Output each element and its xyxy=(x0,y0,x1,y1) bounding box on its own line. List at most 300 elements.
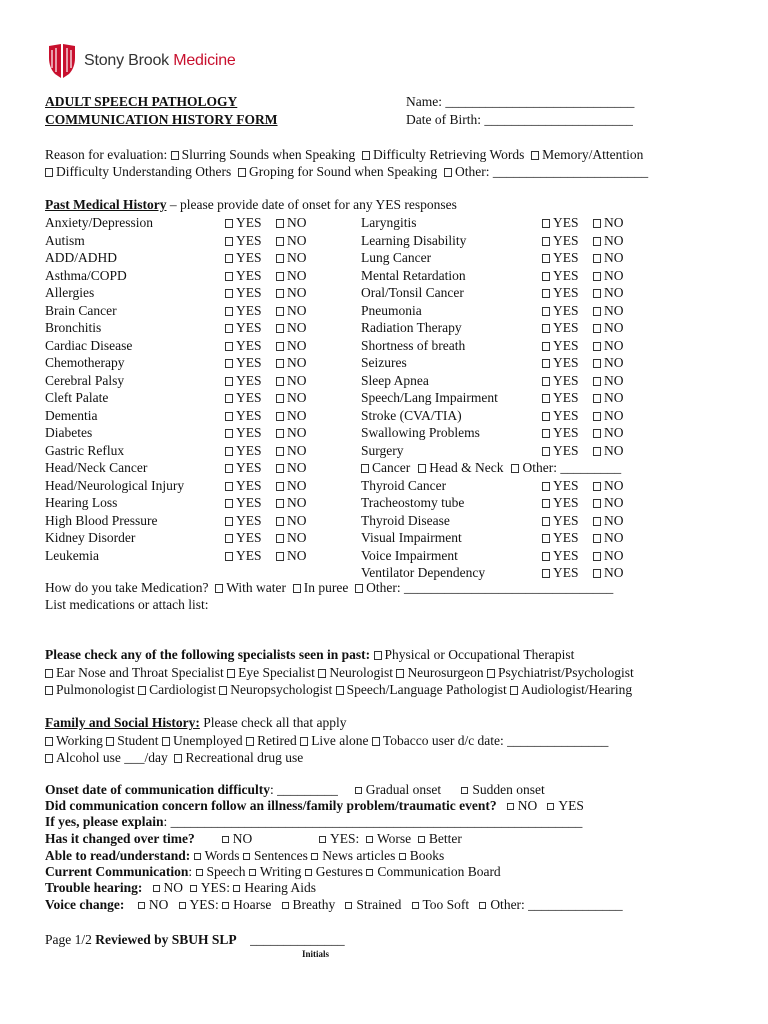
checkbox-icon[interactable] xyxy=(225,394,233,403)
checkbox-icon[interactable] xyxy=(225,552,233,561)
no-option[interactable] xyxy=(593,389,624,406)
checkbox-icon[interactable] xyxy=(225,412,233,421)
checkbox-icon[interactable] xyxy=(336,686,344,695)
no-option[interactable] xyxy=(593,477,624,494)
reason-option[interactable]: Memory/Attention xyxy=(531,147,643,162)
checkbox-icon[interactable] xyxy=(276,254,284,263)
specialist-option[interactable]: Eye Specialist xyxy=(227,665,315,680)
yes-option[interactable] xyxy=(542,214,579,231)
no-option[interactable] xyxy=(593,442,624,459)
voice-option[interactable]: Other: ______________ xyxy=(479,897,622,912)
pmh-heading-title: Past Medical History xyxy=(45,197,167,212)
checkbox-icon[interactable] xyxy=(593,254,601,263)
checkbox-icon[interactable] xyxy=(171,151,179,160)
specialist-option[interactable]: Neurologist xyxy=(318,665,393,680)
no-option[interactable] xyxy=(593,319,624,336)
no-option[interactable] xyxy=(593,494,624,511)
condition-label: Cleft Palate xyxy=(45,390,109,405)
no-option[interactable] xyxy=(276,302,307,319)
checkbox-icon[interactable] xyxy=(276,342,284,351)
checkbox-icon[interactable] xyxy=(396,669,404,678)
checkbox-icon[interactable] xyxy=(138,902,145,909)
no-option[interactable] xyxy=(593,407,624,424)
checkbox-icon[interactable] xyxy=(215,584,223,593)
yes-option[interactable] xyxy=(225,302,262,319)
yes-option[interactable] xyxy=(542,284,579,301)
checkbox-icon[interactable] xyxy=(190,885,197,892)
no-option[interactable] xyxy=(276,494,307,511)
no-option[interactable] xyxy=(593,372,624,389)
checkbox-icon[interactable] xyxy=(542,324,550,333)
checkbox-icon[interactable] xyxy=(225,254,233,263)
checkbox-icon[interactable] xyxy=(45,168,53,177)
checkbox-icon[interactable] xyxy=(593,324,601,333)
yes-option[interactable] xyxy=(225,477,262,494)
no-option[interactable] xyxy=(276,547,307,564)
specialist-option[interactable]: Psychiatrist/Psychologist xyxy=(487,665,634,680)
no-label: NO xyxy=(287,285,307,300)
pmh-row xyxy=(361,214,417,231)
checkbox-icon[interactable] xyxy=(311,853,318,860)
reason-option[interactable]: Difficulty Retrieving Words xyxy=(362,147,524,162)
checkbox-icon[interactable] xyxy=(593,237,601,246)
no-option[interactable] xyxy=(276,512,307,529)
specialist-option[interactable]: Cardiologist xyxy=(138,682,216,697)
explain-blank[interactable]: : _____________________________________________________________ xyxy=(163,814,583,829)
yes-option[interactable] xyxy=(542,477,579,494)
no-option[interactable] xyxy=(593,267,624,284)
checkbox-icon[interactable] xyxy=(276,324,284,333)
specialist-option[interactable]: Ear Nose and Throat Specialist xyxy=(45,665,224,680)
yes-option[interactable] xyxy=(225,512,262,529)
name-field[interactable]: Name: ____________________________ xyxy=(406,94,635,109)
no-option[interactable] xyxy=(276,319,307,336)
read-option[interactable]: Books xyxy=(399,848,445,863)
checkbox-icon[interactable] xyxy=(593,307,601,316)
checkbox-icon[interactable] xyxy=(345,902,352,909)
no-label: NO xyxy=(287,407,307,423)
voice-option[interactable]: Hoarse xyxy=(222,897,271,912)
checkbox-icon[interactable] xyxy=(179,902,186,909)
checkbox-icon[interactable] xyxy=(593,342,601,351)
no-option[interactable] xyxy=(593,424,624,441)
checkbox-icon[interactable] xyxy=(531,151,539,160)
yes-option[interactable] xyxy=(225,407,262,424)
checkbox-icon[interactable] xyxy=(593,552,601,561)
checkbox-icon[interactable] xyxy=(225,359,233,368)
family-option[interactable]: Alcohol use ___/day xyxy=(45,750,168,765)
no-option[interactable] xyxy=(593,302,624,319)
checkbox-icon[interactable] xyxy=(542,237,550,246)
checkbox-icon[interactable] xyxy=(276,359,284,368)
yes-option[interactable] xyxy=(225,442,262,459)
yes-option[interactable] xyxy=(225,389,262,406)
checkbox-icon[interactable] xyxy=(593,482,601,491)
checkbox-icon[interactable] xyxy=(225,499,233,508)
no-option[interactable] xyxy=(276,529,307,546)
checkbox-icon[interactable] xyxy=(276,307,284,316)
voice-option[interactable]: Strained xyxy=(345,897,401,912)
family-option[interactable]: Student xyxy=(106,733,158,748)
yes-option[interactable] xyxy=(225,214,262,231)
medication-option[interactable]: Other: _______________________________ xyxy=(355,580,613,595)
no-option[interactable] xyxy=(276,337,307,354)
checkbox-icon[interactable] xyxy=(461,787,468,794)
onset-option[interactable]: Gradual onset xyxy=(355,782,441,797)
family-option[interactable]: Recreational drug use xyxy=(174,750,303,765)
checkbox-icon[interactable] xyxy=(361,464,369,473)
no-option[interactable] xyxy=(276,477,307,494)
checkbox-icon[interactable] xyxy=(276,237,284,246)
checkbox-icon[interactable] xyxy=(593,394,601,403)
no-option[interactable] xyxy=(593,214,624,231)
medication-option[interactable]: In puree xyxy=(293,580,349,595)
family-line1 xyxy=(45,732,608,749)
no-option[interactable] xyxy=(276,284,307,301)
checkbox-icon[interactable] xyxy=(593,272,601,281)
checkbox-icon[interactable] xyxy=(542,569,550,578)
read-option[interactable]: Sentences xyxy=(243,848,308,863)
checkbox-icon[interactable] xyxy=(355,787,362,794)
checkbox-icon[interactable] xyxy=(593,219,601,228)
hearing-option[interactable]: Hearing Aids xyxy=(233,880,316,895)
reviewer-initials-blank[interactable]: ______________ xyxy=(250,932,345,947)
illness-option[interactable]: NO xyxy=(507,798,538,813)
checkbox-icon[interactable] xyxy=(418,464,426,473)
checkbox-icon[interactable] xyxy=(511,464,519,473)
specialist-option[interactable]: Audiologist/Hearing xyxy=(510,682,632,697)
checkbox-icon[interactable] xyxy=(542,394,550,403)
checkbox-icon[interactable] xyxy=(593,429,601,438)
checkbox-icon[interactable] xyxy=(225,272,233,281)
checkbox-icon[interactable] xyxy=(542,447,550,456)
onset-option[interactable]: Sudden onset xyxy=(461,782,544,797)
family-option[interactable]: Working xyxy=(45,733,103,748)
checkbox-icon[interactable] xyxy=(366,869,373,876)
checkbox-icon[interactable] xyxy=(219,686,227,695)
yes-option[interactable] xyxy=(225,354,262,371)
current-option[interactable]: Writing xyxy=(249,864,301,879)
checkbox-icon[interactable] xyxy=(355,584,363,593)
reason-option[interactable]: Other: _______________________ xyxy=(444,164,648,179)
checkbox-icon[interactable] xyxy=(276,289,284,298)
no-option[interactable] xyxy=(276,442,307,459)
yes-option[interactable] xyxy=(542,302,579,319)
checkbox-icon[interactable] xyxy=(276,377,284,386)
checkbox-icon[interactable] xyxy=(196,869,203,876)
yes-option[interactable] xyxy=(542,337,579,354)
checkbox-icon[interactable] xyxy=(45,754,53,763)
no-option[interactable] xyxy=(593,547,624,564)
checkbox-icon[interactable] xyxy=(542,219,550,228)
family-option[interactable]: Retired xyxy=(246,733,297,748)
current-option[interactable]: Gestures xyxy=(305,864,363,879)
changed-option[interactable]: Worse xyxy=(366,831,411,846)
checkbox-icon[interactable] xyxy=(412,902,419,909)
voice-option[interactable]: Breathy xyxy=(282,897,336,912)
checkbox-icon[interactable] xyxy=(222,836,229,843)
reason-option[interactable]: Slurring Sounds when Speaking xyxy=(171,147,356,162)
no-option[interactable] xyxy=(593,529,624,546)
checkbox-icon[interactable] xyxy=(547,803,554,810)
checkbox-icon[interactable] xyxy=(276,429,284,438)
checkbox-icon[interactable] xyxy=(487,669,495,678)
checkbox-icon[interactable] xyxy=(542,499,550,508)
yes-label: YES xyxy=(553,565,579,580)
yes-option[interactable] xyxy=(542,424,579,441)
checkbox-icon[interactable] xyxy=(225,324,233,333)
checkbox-icon[interactable] xyxy=(593,534,601,543)
checkbox-icon[interactable] xyxy=(225,534,233,543)
specialist-option[interactable]: Neurosurgeon xyxy=(396,665,483,680)
changed-no-option[interactable]: NO xyxy=(222,831,253,846)
yes-label: YES xyxy=(553,267,579,283)
condition-label: Tracheostomy tube xyxy=(361,495,465,510)
yes-option[interactable] xyxy=(225,372,262,389)
checkbox-icon[interactable] xyxy=(225,464,233,473)
no-option[interactable] xyxy=(276,354,307,371)
checkbox-icon[interactable] xyxy=(479,902,486,909)
checkbox-icon[interactable] xyxy=(593,412,601,421)
checkbox-icon[interactable] xyxy=(282,902,289,909)
current-option[interactable]: Speech xyxy=(196,864,246,879)
family-option[interactable]: Tobacco user d/c date: _______________ xyxy=(372,733,609,748)
yes-option[interactable] xyxy=(225,284,262,301)
yes-option[interactable] xyxy=(542,547,579,564)
checkbox-icon[interactable] xyxy=(276,482,284,491)
no-option[interactable] xyxy=(276,267,307,284)
pmh-row xyxy=(45,547,99,564)
checkbox-icon[interactable] xyxy=(106,737,114,746)
checkbox-icon[interactable] xyxy=(593,569,601,578)
yes-option[interactable] xyxy=(225,232,262,249)
no-option[interactable] xyxy=(276,249,307,266)
yes-option[interactable] xyxy=(542,232,579,249)
checkbox-icon[interactable] xyxy=(507,803,514,810)
voice-option[interactable]: NO xyxy=(138,897,169,912)
checkbox-icon[interactable] xyxy=(593,447,601,456)
no-option[interactable] xyxy=(593,337,624,354)
page-number: Page 1/2 xyxy=(45,932,96,947)
checkbox-icon[interactable] xyxy=(45,737,53,746)
yes-option[interactable] xyxy=(225,494,262,511)
checkbox-icon[interactable] xyxy=(138,686,146,695)
yes-option[interactable] xyxy=(542,249,579,266)
checkbox-icon[interactable] xyxy=(45,669,53,678)
no-option[interactable] xyxy=(276,424,307,441)
checkbox-icon[interactable] xyxy=(276,219,284,228)
condition-label: Allergies xyxy=(45,285,95,300)
checkbox-icon[interactable] xyxy=(542,342,550,351)
checkbox-icon[interactable] xyxy=(276,499,284,508)
no-option[interactable] xyxy=(593,284,624,301)
checkbox-icon[interactable] xyxy=(593,377,601,386)
checkbox-icon[interactable] xyxy=(225,342,233,351)
checkbox-icon[interactable] xyxy=(45,686,53,695)
checkbox-icon[interactable] xyxy=(276,412,284,421)
no-option[interactable] xyxy=(276,389,307,406)
checkbox-icon[interactable] xyxy=(276,517,284,526)
checkbox-icon[interactable] xyxy=(243,853,250,860)
specialist-option[interactable]: Speech/Language Pathologist xyxy=(336,682,507,697)
checkbox-icon[interactable] xyxy=(542,254,550,263)
yes-option[interactable] xyxy=(542,354,579,371)
no-label: NO xyxy=(287,320,307,335)
hearing-option[interactable]: NO xyxy=(153,880,184,895)
yes-label: YES xyxy=(236,407,262,423)
checkbox-icon[interactable] xyxy=(542,272,550,281)
no-label: NO xyxy=(604,267,624,283)
yes-option[interactable] xyxy=(542,442,579,459)
checkbox-icon[interactable] xyxy=(593,499,601,508)
yes-option[interactable] xyxy=(225,249,262,266)
no-option[interactable] xyxy=(276,214,307,231)
checkbox-icon[interactable] xyxy=(593,359,601,368)
changed-option[interactable]: Better xyxy=(418,831,462,846)
yes-option[interactable] xyxy=(542,267,579,284)
no-option[interactable] xyxy=(276,232,307,249)
changed-yes-option[interactable]: YES: xyxy=(319,831,359,846)
no-label: NO xyxy=(287,250,307,265)
surgery-sub-option[interactable] xyxy=(418,460,503,475)
no-option[interactable] xyxy=(593,232,624,249)
checkbox-icon[interactable] xyxy=(374,651,382,660)
checkbox-icon[interactable] xyxy=(318,669,326,678)
checkbox-icon[interactable] xyxy=(225,289,233,298)
checkbox-icon[interactable] xyxy=(542,517,550,526)
yes-option[interactable] xyxy=(542,512,579,529)
checkbox-icon[interactable] xyxy=(153,885,160,892)
checkbox-icon[interactable] xyxy=(542,552,550,561)
checkbox-icon[interactable] xyxy=(225,429,233,438)
yes-option[interactable] xyxy=(225,529,262,546)
checkbox-icon[interactable] xyxy=(542,534,550,543)
medication-option[interactable]: With water xyxy=(215,580,286,595)
checkbox-icon[interactable] xyxy=(194,853,201,860)
surgery-sub-option[interactable] xyxy=(511,460,621,475)
checkbox-icon[interactable] xyxy=(305,869,312,876)
checkbox-icon[interactable] xyxy=(276,447,284,456)
checkbox-icon[interactable] xyxy=(542,359,550,368)
reason-option[interactable]: Difficulty Understanding Others xyxy=(45,164,231,179)
onset-label: Onset date of communication difficulty xyxy=(45,782,270,797)
yes-option[interactable] xyxy=(542,372,579,389)
checkbox-icon[interactable] xyxy=(510,686,518,695)
checkbox-icon[interactable] xyxy=(225,237,233,246)
yes-option[interactable] xyxy=(225,424,262,441)
checkbox-icon[interactable] xyxy=(225,377,233,386)
yes-option[interactable] xyxy=(542,529,579,546)
checkbox-icon[interactable] xyxy=(399,853,406,860)
onset-blank[interactable]: : _________ xyxy=(270,782,338,797)
specialist-option[interactable]: Neuropsychologist xyxy=(219,682,332,697)
checkbox-icon[interactable] xyxy=(542,377,550,386)
checkbox-icon[interactable] xyxy=(593,517,601,526)
checkbox-icon[interactable] xyxy=(276,394,284,403)
yes-label: YES xyxy=(553,320,579,335)
no-option[interactable] xyxy=(593,354,624,371)
no-option[interactable] xyxy=(276,372,307,389)
checkbox-icon[interactable] xyxy=(542,412,550,421)
checkbox-icon[interactable] xyxy=(246,737,254,746)
checkbox-icon[interactable] xyxy=(418,836,425,843)
yes-option[interactable] xyxy=(225,337,262,354)
reason-option[interactable]: Groping for Sound when Speaking xyxy=(238,164,437,179)
yes-label: YES xyxy=(236,530,262,545)
no-option[interactable] xyxy=(593,512,624,529)
family-option[interactable]: Live alone xyxy=(300,733,368,748)
medication-row xyxy=(45,579,613,596)
checkbox-icon[interactable] xyxy=(542,482,550,491)
specialist-option[interactable]: Pulmonologist xyxy=(45,682,135,697)
voice-option[interactable]: YES: xyxy=(179,897,223,912)
checkbox-icon[interactable] xyxy=(293,584,301,593)
checkbox-icon[interactable] xyxy=(542,307,550,316)
yes-option[interactable] xyxy=(225,267,262,284)
yes-option[interactable] xyxy=(542,494,579,511)
no-option[interactable] xyxy=(276,459,307,476)
checkbox-icon[interactable] xyxy=(225,517,233,526)
checkbox-icon[interactable] xyxy=(300,737,308,746)
checkbox-icon[interactable] xyxy=(162,737,170,746)
checkbox-icon[interactable] xyxy=(276,464,284,473)
checkbox-icon[interactable] xyxy=(222,902,229,909)
voice-option[interactable]: Too Soft xyxy=(412,897,470,912)
yes-option[interactable] xyxy=(542,407,579,424)
checkbox-icon[interactable] xyxy=(542,289,550,298)
checkbox-icon[interactable] xyxy=(225,447,233,456)
current-option[interactable]: Communication Board xyxy=(366,864,500,879)
yes-option[interactable] xyxy=(225,459,262,476)
checkbox-icon[interactable] xyxy=(225,307,233,316)
checkbox-icon[interactable] xyxy=(276,534,284,543)
checkbox-icon[interactable] xyxy=(444,168,452,177)
changed-label: Has it changed over time? xyxy=(45,831,195,846)
no-option[interactable] xyxy=(276,407,307,424)
yes-option[interactable] xyxy=(225,547,262,564)
read-option[interactable]: News articles xyxy=(311,848,395,863)
read-option[interactable]: Words xyxy=(194,848,240,863)
checkbox-icon[interactable] xyxy=(174,754,182,763)
family-option[interactable]: Unemployed xyxy=(162,733,243,748)
checkbox-icon[interactable] xyxy=(276,272,284,281)
checkbox-icon[interactable] xyxy=(319,836,326,843)
checkbox-icon[interactable] xyxy=(366,836,373,843)
checkbox-icon[interactable] xyxy=(233,885,240,892)
checkbox-icon[interactable] xyxy=(542,429,550,438)
yes-option[interactable] xyxy=(225,319,262,336)
specialist-option[interactable]: Physical or Occupational Therapist xyxy=(374,647,575,662)
checkbox-icon[interactable] xyxy=(225,482,233,491)
checkbox-icon[interactable] xyxy=(225,219,233,228)
med-list-label[interactable]: List medications or attach list: xyxy=(45,597,209,612)
no-option[interactable] xyxy=(593,249,624,266)
checkbox-icon[interactable] xyxy=(276,552,284,561)
checkbox-icon[interactable] xyxy=(593,289,601,298)
checkbox-icon[interactable] xyxy=(227,669,235,678)
yes-option[interactable] xyxy=(542,319,579,336)
checkbox-icon[interactable] xyxy=(238,168,246,177)
checkbox-icon[interactable] xyxy=(249,869,256,876)
hearing-option[interactable]: YES: xyxy=(190,880,234,895)
yes-label: YES xyxy=(553,477,579,493)
checkbox-icon[interactable] xyxy=(362,151,370,160)
surgery-sub-option[interactable] xyxy=(361,460,410,475)
illness-option[interactable]: YES xyxy=(547,798,584,813)
yes-option[interactable] xyxy=(542,389,579,406)
checkbox-icon[interactable] xyxy=(372,737,380,746)
dob-field[interactable]: Date of Birth: ______________________ xyxy=(406,112,633,127)
